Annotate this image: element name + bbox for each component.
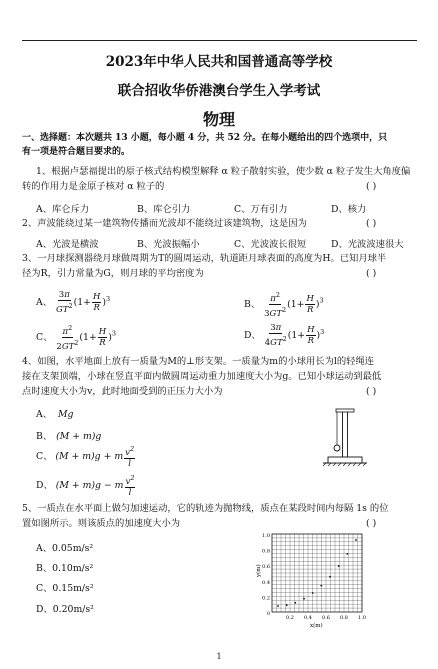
trajectory-point bbox=[320, 585, 322, 587]
q3-line1: 3、一月球探测器绕月球做周期为T的圆周运动，轨道距月球表面的高度为H。已知月球半 bbox=[22, 253, 387, 264]
q2-option-c: C、光波波长很短 bbox=[234, 239, 307, 250]
q1-answer-paren: ( ) bbox=[366, 181, 377, 192]
q4-option-d-label: D、 bbox=[36, 479, 53, 491]
q5-option-b: B、0.10m/s² bbox=[36, 563, 94, 574]
section-heading-line2: 有一项是符合题目要求的。 bbox=[22, 147, 131, 157]
q3-option-a: A、 $\frac{3\pi}{GT^2}$ (1+ $\frac{H}{R}$ )$^3$ bbox=[36, 290, 111, 315]
y-tick-0.2: 0.2 bbox=[262, 595, 270, 602]
q4-option-d: D、 (M + m)g − m $\frac{v^2}{l}$ bbox=[36, 474, 135, 498]
q3-answer-paren: ( ) bbox=[366, 268, 377, 279]
y-tick-0.4: 0.4 bbox=[262, 579, 270, 586]
q4-answer-paren: ( ) bbox=[366, 386, 377, 397]
trajectory-point bbox=[312, 592, 314, 594]
x-tick-0.2: 0.2 bbox=[286, 615, 294, 621]
q2-answer-paren: ( ) bbox=[366, 218, 377, 229]
y-tick-0.8: 0.8 bbox=[262, 548, 270, 555]
q5-option-c: C、0.15m/s² bbox=[36, 583, 94, 594]
q4-option-b-text: (M + m)g bbox=[56, 431, 102, 442]
q4-line1: 4、如图，水平地面上放有一质量为M的⊥形支架。一质量为m的小球用长为l的轻绳连 bbox=[22, 356, 375, 367]
q2-option-a: A、光波是横波 bbox=[36, 239, 99, 250]
x-axis-label: x(m) bbox=[310, 623, 323, 629]
q3-option-d: D、 $\frac{3\pi}{4GT^2}$ (1+ $\frac{H}{R}$ )$^3$ bbox=[244, 323, 325, 348]
exam-title-line1: 2023年中华人民共和国普通高等学校 bbox=[105, 54, 333, 70]
q4-option-a-label: A、 bbox=[36, 409, 53, 420]
q3-option-a-label: A、 bbox=[36, 296, 53, 308]
q1-option-b: B、库仑引力 bbox=[137, 204, 191, 215]
top-rule bbox=[22, 40, 417, 41]
q5-option-d: D、0.20m/s² bbox=[36, 604, 94, 615]
page-number: 1 bbox=[216, 652, 222, 661]
q1-option-d: D、核力 bbox=[331, 204, 367, 215]
trajectory-point bbox=[294, 602, 296, 604]
section-heading-line1: 一、选择题：本次题共 13 小题，每小题 4 分，共 52 分。在每小题给出的四个选项中，只 bbox=[22, 133, 388, 143]
q1-line1: 1、根据卢瑟福提出的原子核式结构模型解释 α 粒子散射实验，使少数 α 粒子发生大角度偏 bbox=[36, 166, 411, 177]
x-tick-0.8: 0.8 bbox=[340, 615, 348, 621]
q3-option-d-label: D、 bbox=[244, 329, 261, 341]
q2-option-b: B、光波振幅小 bbox=[137, 239, 200, 250]
x-tick-0.6: 0.6 bbox=[322, 615, 330, 621]
q3-option-c-label: C、 bbox=[36, 331, 53, 343]
q1-option-a: A、库仑斥力 bbox=[36, 204, 90, 215]
trajectory-point bbox=[329, 576, 331, 578]
trajectory-point bbox=[346, 553, 348, 555]
trajectory-point bbox=[338, 565, 340, 567]
q1-option-c: C、万有引力 bbox=[234, 204, 288, 215]
q4-line3: 点时速度大小为v，此时地面受到的正压力大小为 bbox=[22, 386, 223, 397]
trajectory-point bbox=[303, 598, 305, 600]
q3-option-b-label: B、 bbox=[244, 298, 261, 310]
q5-line1: 5、一质点在水平面上做匀加速运动，它的轨迹为抛物线，质点在某段时间内每隔 1s 的位 bbox=[22, 503, 389, 514]
q3-option-c: C、 $\frac{\pi^2}{2GT^2}$ (1+ $\frac{H}{R}$ )$^3$ bbox=[36, 324, 116, 352]
y-tick-0.6: 0.6 bbox=[262, 564, 270, 571]
q4-option-b bbox=[36, 428, 101, 442]
q3-option-a-fraction: $\frac{3\pi}{GT^2}$ bbox=[55, 290, 73, 315]
y-axis-label: y(m) bbox=[256, 564, 262, 577]
x-tick-1.0: 1.0 bbox=[358, 615, 366, 621]
subject-title: 物理 bbox=[202, 110, 235, 129]
q4-line2: 接在支架顶端，小球在竖直平面内做圆周运动重力加速度大小为g。已知小球运动到最低 bbox=[22, 371, 382, 382]
y-tick-0: 0 bbox=[266, 611, 270, 617]
q2-line1: 2、声波能绕过某一建筑物传播而光波却不能绕过该建筑物，这是因为 bbox=[22, 218, 307, 229]
q4-option-c: C、 (M + m)g + m $\frac{v^2}{l}$ bbox=[36, 445, 135, 469]
y-tick-1.0: 1.0 bbox=[262, 533, 270, 539]
q3-line2: 径为R，引力常量为G，则月球的平均密度为 bbox=[22, 268, 204, 279]
trajectory-point bbox=[277, 605, 279, 607]
q4-option-a-text: Mg bbox=[58, 409, 74, 420]
q3-option-b: B、 $\frac{\pi^2}{3GT^2}$ (1+ $\frac{H}{R}$ )$^3$ bbox=[244, 291, 324, 319]
trajectory-point bbox=[355, 539, 357, 541]
x-tick-0.4: 0.4 bbox=[304, 615, 312, 621]
q3-option-c-fraction: $\frac{\pi^2}{2GT^2}$ bbox=[56, 324, 79, 352]
grid-lines bbox=[272, 534, 362, 612]
trajectory-point bbox=[286, 604, 288, 606]
q3-option-b-fraction: $\frac{\pi^2}{3GT^2}$ bbox=[264, 291, 287, 319]
exam-title-line2: 联合招收华侨港澳台学生入学考试 bbox=[117, 83, 321, 99]
q5-option-a: A、0.05m/s² bbox=[36, 543, 94, 554]
trajectory-grid-figure bbox=[252, 530, 368, 630]
q5-answer-paren: ( ) bbox=[366, 518, 377, 529]
q2-option-d: D、光波波速很大 bbox=[331, 239, 404, 250]
q5-line2: 置如图所示。则该质点的加速度大小为 bbox=[22, 518, 181, 529]
support-stand-figure bbox=[320, 405, 370, 467]
q4-option-c-label: C、 bbox=[36, 450, 53, 462]
q3-option-d-fraction: $\frac{3\pi}{4GT^2}$ bbox=[264, 323, 287, 348]
q4-option-b-label: B、 bbox=[36, 431, 53, 442]
q1-line2: 转的作用力是金原子核对 α 粒子的 bbox=[22, 181, 165, 192]
q4-option-a bbox=[36, 406, 74, 420]
